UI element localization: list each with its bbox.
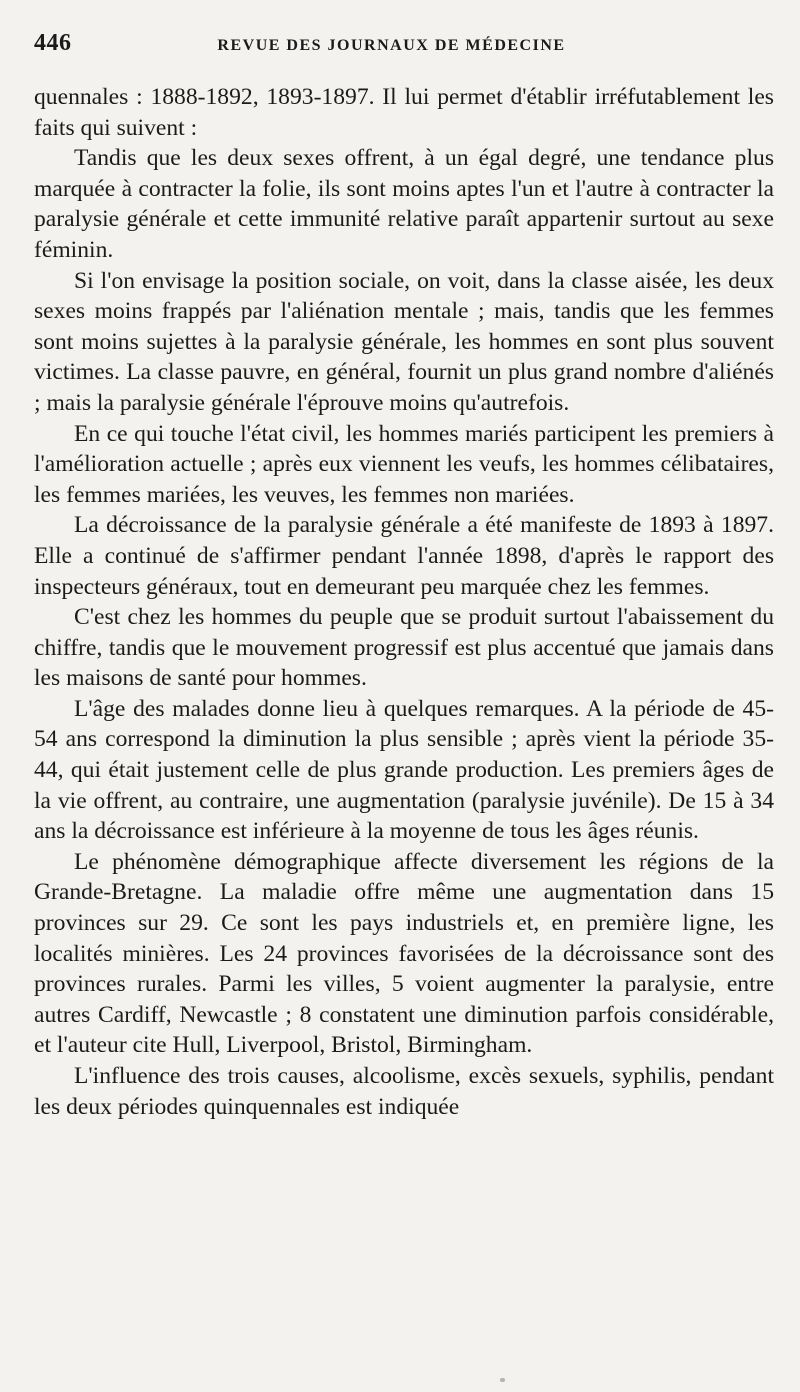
- journal-title: REVUE DES JOURNAUX DE MÉDECINE: [217, 37, 566, 54]
- body-text: [34, 82, 774, 1122]
- paragraph-regions: Le phénomène démographique affecte diversement les régions de la Grande-Bretagne. La maladie offre même une augmentation dans 15 provinces sur 29. Ce sont les pays industriels et, en première ligne, les localités minières. Les 24 provinces favorisées de la décroissance sont des provinces rurales. Parmi les villes, 5 voient augmenter la paralysie, entre autres Cardiff, Newcastle ; 8 constatent une diminution parfois considérable, et l'auteur cite Hull, Liverpool, Bristol, Birmingham.: [34, 848, 774, 1059]
- paragraph-age: L'âge des malades donne lieu à quelques remarques. A la période de 45-54 ans correspond la diminution la plus sensible ; après vient la période 35-44, qui était justement celle de plus grande production. Les premiers âges de la vie offrent, au contraire, une augmentation (paralysie juvénile). De 15 à 34 ans la décroissance est inférieure à la moyenne de tous les âges réunis.: [34, 695, 774, 845]
- paragraph-causes: L'influence des trois causes, alcoolisme, excès sexuels, syphilis, pendant les deux périodes quinquennales est indiquée: [34, 1063, 774, 1120]
- page-number: 446: [34, 30, 72, 56]
- paragraph-civil-status: En ce qui touche l'état civil, les hommes mariés participent les premiers à l'amélioration actuelle ; après eux viennent les veufs, les hommes célibataires, les femmes mariées, les veuves, les femmes non mariées.: [34, 420, 774, 508]
- book-page: [34, 30, 774, 1370]
- page-speck: [500, 1378, 505, 1382]
- paragraph-social-position: Si l'on envisage la position sociale, on voit, dans la classe aisée, les deux sexes moins frappés par l'aliénation mentale ; mais, tandis que les femmes sont moins sujettes à la paralysie générale, les hommes en sont plus souvent victimes. La classe pauvre, en général, fournit un plus grand nombre d'aliénés ; mais la paralysie générale l'éprouve moins qu'autrefois.: [34, 267, 774, 416]
- paragraph-decrease: La décroissance de la paralysie générale a été manifeste de 1893 à 1897. Elle a continué de s'affirmer pendant l'année 1898, d'après le rapport des inspecteurs généraux, tout en demeurant peu marquée chez les femmes.: [34, 512, 774, 600]
- paragraph-continuation: quennales : 1888-1892, 1893-1897. Il lui permet d'établir irréfutablement les faits qui suivent :: [34, 84, 774, 141]
- paragraph-men-of-people: C'est chez les hommes du peuple que se produit surtout l'abaissement du chiffre, tandis que le mouvement progressif est plus accentué que jamais dans les maisons de santé pour hommes.: [34, 604, 774, 692]
- running-head: [34, 30, 774, 70]
- paragraph-sex-tendency: Tandis que les deux sexes offrent, à un égal degré, une tendance plus marquée à contracter la folie, ils sont moins aptes l'un et l'autre à contracter la paralysie générale et cette immunité relative paraît appartenir surtout au sexe féminin.: [34, 145, 774, 263]
